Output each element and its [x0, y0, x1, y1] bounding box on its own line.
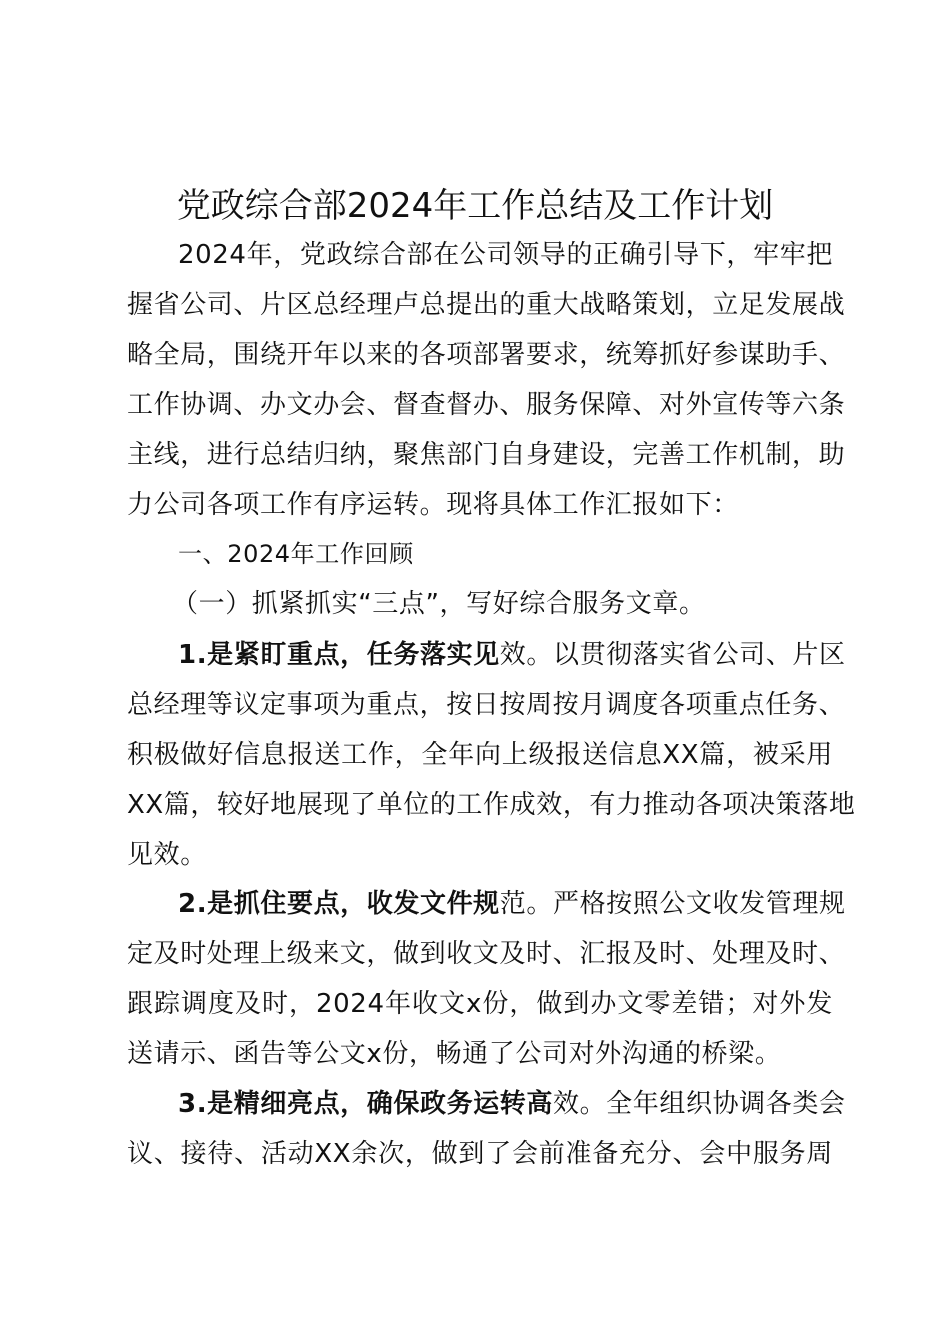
item1-line-4: XX篇，较好地展现了单位的工作成效，有力推动各项决策落地: [127, 790, 856, 820]
intro-line-3: 略全局，围绕开年以来的各项部署要求，统筹抓好参谋助手、: [127, 340, 846, 370]
item1-line-2: 总经理等议定事项为重点，按日按周按月调度各项重点任务、: [127, 690, 846, 720]
item1-lead: 1.是紧盯重点，任务落实见: [178, 640, 500, 670]
document-title: 党政综合部2024年工作总结及工作计划: [176, 186, 774, 226]
item1-first-line: [178, 630, 846, 680]
item3-line-2: 议、接待、活动XX余次，做到了会前准备充分、会中服务周: [127, 1139, 833, 1169]
intro-line-6: 力公司各项工作有序运转。现将具体工作汇报如下：: [127, 490, 739, 520]
item2-first-line: [178, 879, 846, 929]
item3-rest: 效。全年组织协调各类会: [552, 1089, 846, 1119]
section-heading: 一、2024年工作回顾: [178, 540, 414, 568]
item1-line-5: 见效。: [127, 840, 207, 870]
item3-lead: 3.是精细亮点，确保政务运转高: [178, 1089, 553, 1119]
item2-rest: 范。严格按照公文收发管理规: [499, 889, 846, 919]
item2-line-3: 跟踪调度及时，2024年收文x份，做到办文零差错；对外发: [127, 989, 833, 1019]
intro-line-4: 工作协调、办文办会、督查督办、服务保障、对外宣传等六条: [127, 390, 846, 420]
item1-rest: 效。以贯彻落实省公司、片区: [499, 640, 846, 670]
intro-line-5: 主线，进行总结归纳，聚焦部门自身建设，完善工作机制，助: [127, 440, 846, 470]
intro-line-1: 2024年，党政综合部在公司领导的正确引导下，牢牢把: [178, 240, 833, 270]
item2-line-4: 送请示、函告等公文x份，畅通了公司对外沟通的桥梁。: [127, 1039, 782, 1069]
intro-line-2: 握省公司、片区总经理卢总提出的重大战略策划，立足发展战: [127, 290, 846, 320]
subsection-heading: （一）抓紧抓实“三点”，写好综合服务文章。: [172, 589, 706, 619]
item2-line-2: 定及时处理上级来文，做到收文及时、汇报及时、处理及时、: [127, 939, 846, 969]
item2-lead: 2.是抓住要点，收发文件规: [178, 889, 500, 919]
item1-line-3: 积极做好信息报送工作，全年向上级报送信息XX篇，被采用: [127, 740, 833, 770]
item3-first-line: [178, 1079, 846, 1129]
